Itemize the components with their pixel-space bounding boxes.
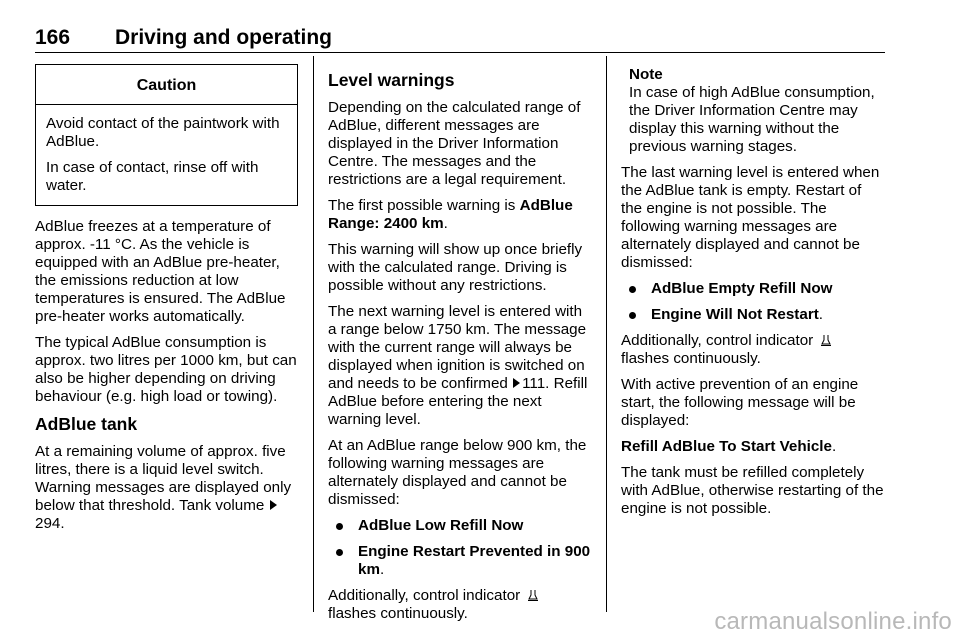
column-right [621, 66, 886, 526]
bullet-icon [629, 312, 636, 319]
punctuation: . [379, 561, 385, 578]
paragraph-text: Additionally, control indicator [621, 332, 814, 349]
caution-title: Caution [36, 65, 297, 105]
punctuation: . [818, 306, 824, 323]
bullet-icon [629, 286, 636, 293]
section-title: Driving and operating [115, 26, 333, 49]
page-reference[interactable]: 111. [522, 375, 550, 392]
warning-message: Engine Restart Prevented in 900 km [358, 543, 591, 578]
column-divider [606, 56, 607, 612]
adblue-indicator-icon [527, 589, 539, 601]
paragraph-text: flashes continuously. [328, 605, 468, 622]
column-divider [313, 56, 314, 612]
punctuation: . [831, 438, 837, 455]
paragraph-text: Refill AdBlue before entering the next warning level. [328, 375, 588, 428]
paragraph [328, 587, 593, 623]
warning-message: AdBlue Range: 2400 km [328, 197, 573, 232]
page-header [35, 26, 885, 53]
warning-message: AdBlue Low Refill Now [358, 517, 524, 534]
bullet-icon [336, 549, 343, 556]
caution-body [36, 105, 297, 205]
paragraph: The tank must be refilled completely with AdBlue, otherwise restarting of the engine is not possible. [621, 464, 884, 517]
paragraph: Depending on the calculated range of AdBlue, different messages are displayed in the Driver Information Centre. The messages and the restrictions are a legal requirement. [328, 99, 581, 188]
adblue-indicator-icon [820, 334, 832, 346]
paragraph-text: The first possible warning is [328, 197, 516, 214]
paragraph: AdBlue freezes at a temperature of approx. -11 °C. As the vehicle is equipped with an AdBlue pre-heater, the emissions reduction at low temperatures is ensured. The AdBlue pre-heater works automatically. [35, 218, 286, 325]
paragraph [621, 438, 886, 456]
paragraph [621, 332, 886, 368]
paragraph: The last warning level is entered when the AdBlue tank is empty. Restart of the engine is not possible. The following warning messages are alternately displayed and cannot be dismissed: [621, 164, 880, 271]
note-block [621, 66, 886, 156]
page-reference-arrow-icon [513, 378, 520, 388]
paragraph [328, 197, 593, 233]
list-item [621, 280, 886, 298]
caution-box [35, 64, 298, 206]
warning-list [328, 517, 593, 579]
warning-message: AdBlue Empty Refill Now [651, 280, 833, 297]
paragraph [35, 443, 298, 533]
page-reference[interactable]: 294. [35, 515, 65, 532]
caution-text: In case of contact, rinse off with water. [46, 159, 259, 194]
heading-adblue-tank: AdBlue tank [35, 414, 138, 434]
warning-message: Refill AdBlue To Start Vehicle [621, 438, 832, 455]
paragraph: This warning will show up once briefly with the calculated range. Driving is possible without any restrictions. [328, 241, 583, 294]
note-label: Note [629, 66, 663, 83]
punctuation: . [443, 215, 448, 232]
bullet-icon [336, 523, 343, 530]
paragraph-text: Additionally, control indicator [328, 587, 521, 604]
paragraph: At an AdBlue range below 900 km, the following warning messages are alternately displayed and cannot be dismissed: [328, 437, 587, 508]
paragraph-text: At a remaining volume of approx. five litres, there is a liquid level switch. Warning messages are displayed only below that threshold. Tank volume [35, 443, 292, 514]
paragraph-text: The next warning level is entered with a range below 1750 km. The message with the current range will always be displayed when ignition is switched on and needs to be confirmed [328, 303, 587, 392]
page-reference-arrow-icon [270, 500, 277, 510]
page-number: 166 [35, 26, 71, 49]
paragraph: With active prevention of an engine start, the following message will be displayed: [621, 376, 859, 429]
column-middle [328, 66, 593, 631]
warning-list [621, 280, 886, 324]
paragraph [328, 303, 593, 429]
list-item [621, 306, 886, 324]
caution-text: Avoid contact of the paintwork with AdBlue. [46, 115, 280, 150]
paragraph-text: flashes continuously. [621, 350, 761, 367]
paragraph: The typical AdBlue consumption is approx. two litres per 1000 km, but can also be higher depending on driving behaviour (e.g. high load or towing). [35, 334, 297, 405]
column-left [35, 64, 298, 541]
list-item [328, 517, 593, 535]
list-item [328, 543, 593, 579]
warning-message: Engine Will Not Restart [651, 306, 819, 323]
note-text: In case of high AdBlue consumption, the Driver Information Centre may display this warning without the previous warning stages. [629, 84, 875, 155]
watermark: carmanualsonline.info [714, 608, 952, 635]
heading-level-warnings: Level warnings [328, 70, 455, 90]
